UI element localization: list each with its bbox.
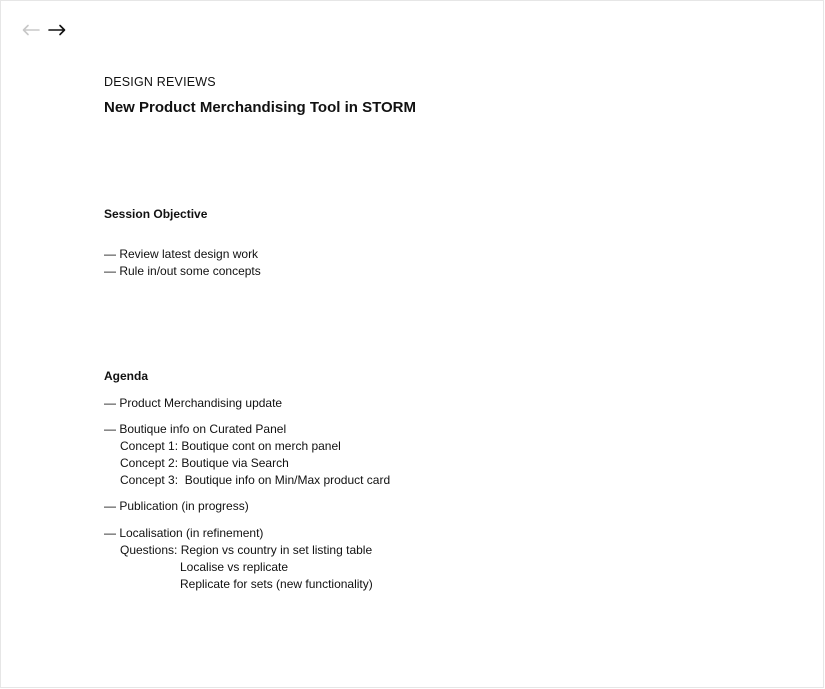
agenda-subitem: Concept 2: Boutique via Search: [120, 456, 289, 470]
session-objective-heading: Session Objective: [104, 207, 208, 221]
agenda-item-label: — Localisation (in refinement): [104, 526, 264, 540]
slide-content: [104, 74, 704, 591]
agenda-item: [104, 525, 390, 593]
agenda-subitem: Concept 1: Boutique cont on merch panel: [120, 439, 341, 453]
agenda-item-label: — Boutique info on Curated Panel: [104, 422, 287, 436]
objective-item: — Rule in/out some concepts: [104, 264, 261, 278]
session-objective-list: [104, 246, 261, 280]
agenda-item: [104, 498, 390, 515]
forward-button[interactable]: [47, 18, 67, 42]
agenda-heading: Agenda: [104, 369, 149, 383]
agenda-item-label: — Publication (in progress): [104, 499, 249, 513]
arrow-left-icon: [22, 24, 40, 36]
page-title: New Product Merchandising Tool in STORM: [104, 99, 416, 116]
agenda-item: [104, 421, 390, 489]
agenda-subitem: Concept 3: Boutique info on Min/Max product card: [120, 473, 391, 487]
slide-navigation: [21, 18, 67, 42]
agenda-item-label: — Product Merchandising update: [104, 396, 283, 410]
objective-item: — Review latest design work: [104, 247, 259, 261]
agenda-questions-label: Questions: Region vs country in set listing table: [120, 543, 373, 557]
agenda-question: Localise vs replicate: [180, 560, 289, 574]
section-kicker: DESIGN REVIEWS: [104, 75, 216, 89]
agenda-list: [104, 395, 390, 602]
arrow-right-icon: [48, 24, 66, 36]
agenda-question: Replicate for sets (new functionality): [180, 577, 373, 591]
agenda-item: [104, 395, 390, 412]
back-button[interactable]: [21, 18, 41, 42]
